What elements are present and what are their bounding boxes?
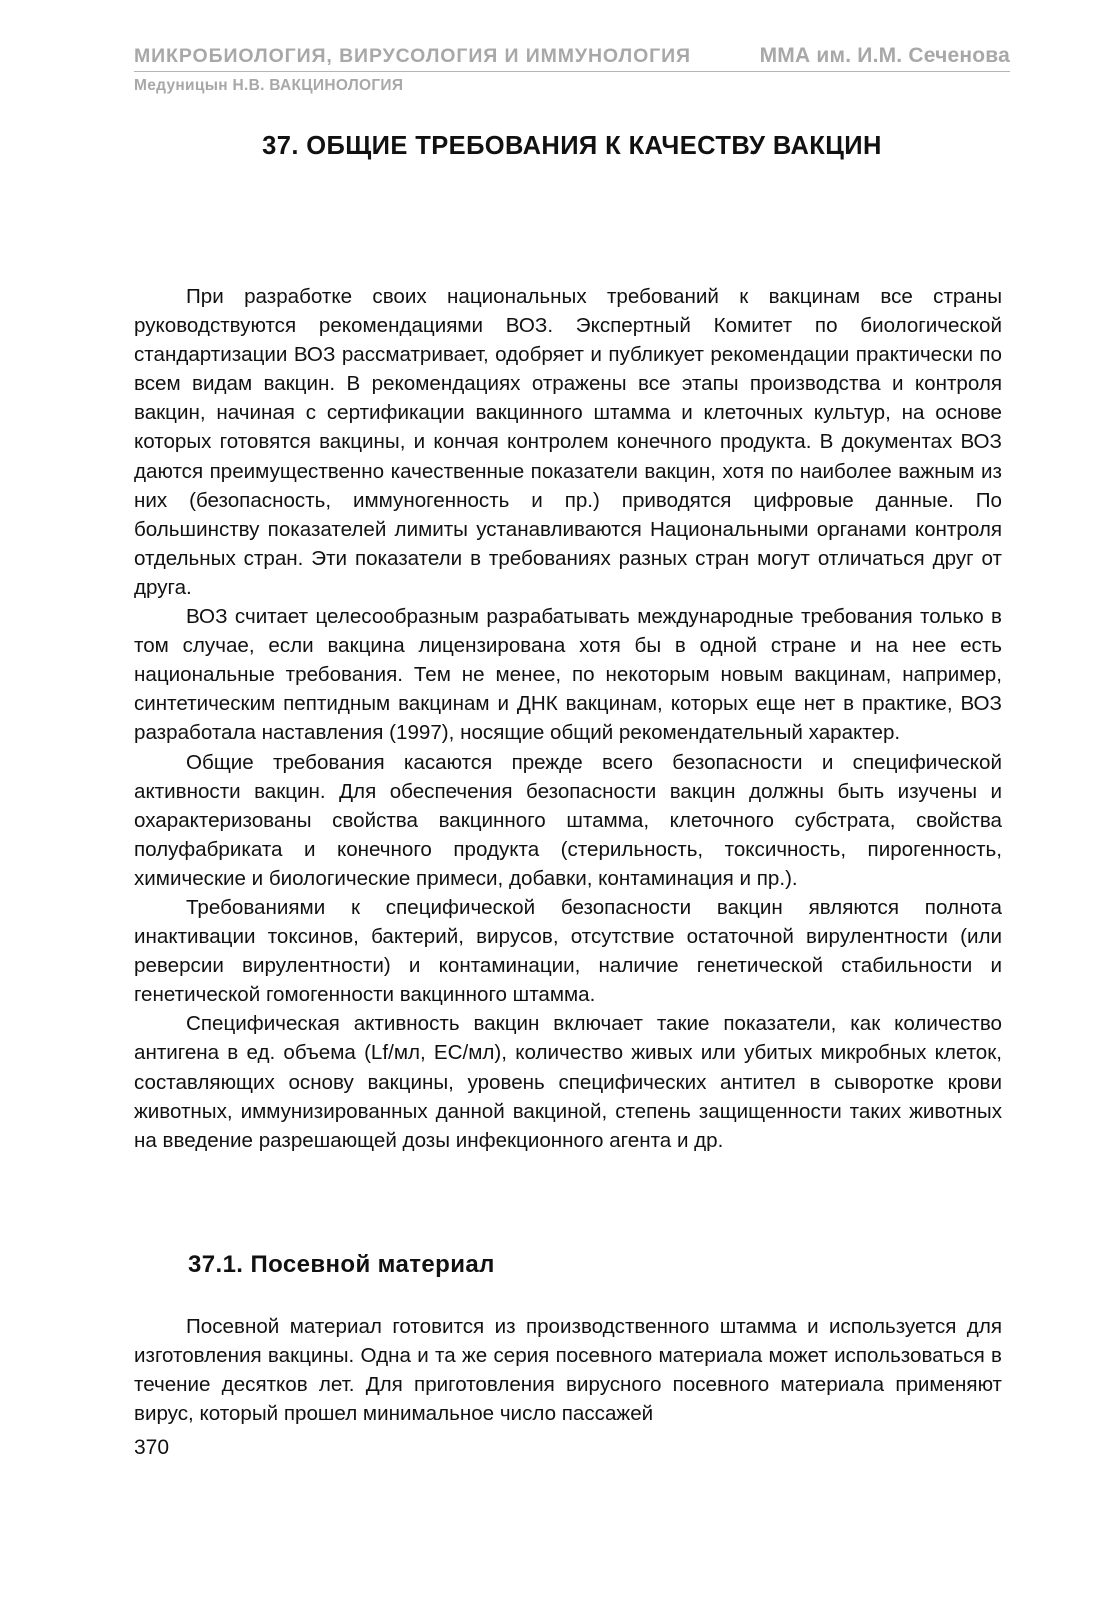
section-paragraph: Посевной материал готовится из производственного штамма и используется для изготовления вакцины. Одна и та же серия посевного материала может использоваться в течение десятков лет. Для приготовления вирусного посевного материала применяют вирус, который прошел минимальное число пассажей: [134, 1315, 1002, 1426]
chapter-body: [134, 282, 1002, 1155]
paragraph-3: Общие требования касаются прежде всего безопасности и специфической активности вакцин. Для обеспечения безопасности вакцин должны быть изучены и охарактеризованы свойства вакцинного штамма, клеточного субстрата, свойства полуфабриката и конечного продукта (стерильность, токсичность, пирогенность, химические и биологические примеси, добавки, контаминация и пр.).: [134, 750, 1002, 890]
section-title: 37.1. Посевной материал: [188, 1251, 495, 1278]
chapter-title: 37. ОБЩИЕ ТРЕБОВАНИЯ К КАЧЕСТВУ ВАКЦИН: [262, 132, 882, 160]
running-header-top-row: [134, 44, 1010, 72]
paragraph-2: ВОЗ считает целесообразным разрабатывать международные требования только в том случае, если вакцина лицензирована хотя бы в одной стране и на нее есть национальные требования. Тем не менее, по некоторым новым вакцинам, например, синтетическим пептидным вакцинам и ДНК вакцинам, которых еще нет в практике, ВОЗ разработала наставления (1997), носящие общий рекомендательный характер.: [134, 605, 1002, 745]
header-subject: МИКРОБИОЛОГИЯ, ВИРУСОЛОГИЯ И ИММУНОЛОГИЯ: [134, 45, 691, 67]
section-body: [134, 1312, 1002, 1428]
paragraph-5: Специфическая активность вакцин включает такие показатели, как количество антигена в ед. объема (Lf/мл, EC/мл), количество живых или убитых микробных клеток, составляющих основу вакцины, уровень специфических антител в сыворотке крови животных, иммунизированных данной вакциной, степень защищенности таких животных на введение разрешающей дозы инфекционного агента и др.: [134, 1012, 1002, 1152]
paragraph-1: При разработке своих национальных требований к вакцинам все страны руководствуются рекомендациями ВОЗ. Экспертный Комитет по биологической стандартизации ВОЗ рассматривает, одобряет и публикует рекомендации практически по всем видам вакцин. В рекомендациях отражены все этапы производства и контроля вакцин, начиная с сертификации вакцинного штамма и клеточных культур, на основе которых готовятся вакцины, и кончая контролем конечного продукта. В документах ВОЗ даются преимущественно качественные показатели вакцин, хотя по наиболее важным из них (безопасность, иммуногенность и пр.) приводятся цифровые данные. По большинству показателей лимиты устанавливаются Национальными органами контроля отдельных стран. Эти показатели в требованиях разных стран могут отличаться друг от друга.: [134, 285, 1002, 599]
page-number: 370: [134, 1436, 170, 1459]
header-institution: ММА им. И.М. Сеченова: [759, 44, 1010, 67]
running-header: [134, 44, 1010, 95]
header-book-author: Медуницын Н.В. ВАКЦИНОЛОГИЯ: [134, 77, 404, 94]
paragraph-4: Требованиями к специфической безопасности вакцин являются полнота инактивации токсинов, бактерий, вирусов, отсутствие остаточной вирулентности (или реверсии вирулентности) и контаминации, наличие генетической стабильности и генетической гомогенности вакцинного штамма.: [134, 895, 1002, 1007]
